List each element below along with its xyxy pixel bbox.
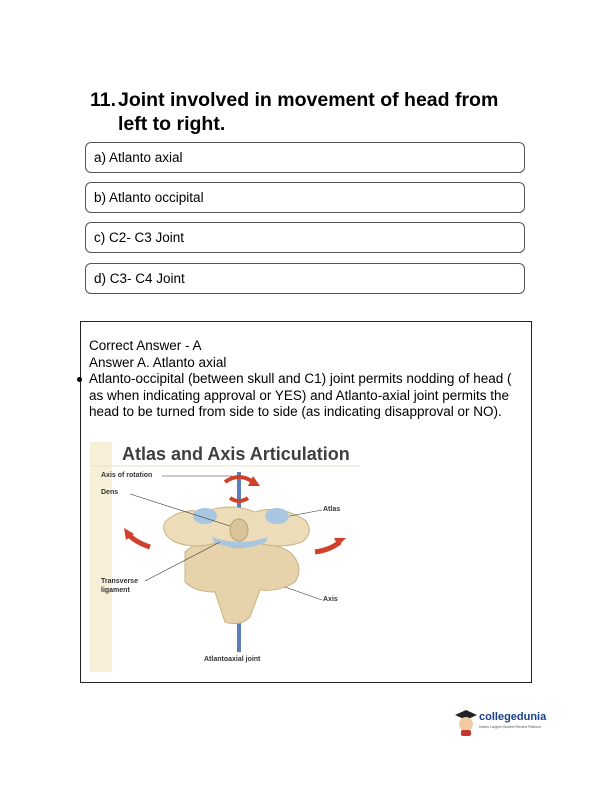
question-text-line2: left to right.: [118, 113, 226, 135]
label-ligament: ligament: [101, 587, 130, 594]
collegedunia-logo[interactable]: [455, 708, 555, 740]
explanation-item: [89, 371, 519, 421]
option-c-label: c) C2- C3 Joint: [94, 230, 185, 245]
leader-axis: [285, 587, 322, 600]
explanation-text: Atlanto-occipital (between skull and C1) joint permits nodding of head ( as when indicating approval or YES) and Atlanto-axial joint permits the head to be turned from side to side (as indicating disapproval or NO).: [89, 371, 512, 419]
label-atlas: Atlas: [323, 506, 341, 513]
answer-text: [89, 338, 519, 421]
atlas-axis-figure: [90, 442, 360, 672]
option-b-label: b) Atlanto occipital: [94, 190, 204, 205]
graduate-mascot-icon: [455, 710, 477, 736]
option-d[interactable]: [85, 263, 525, 294]
option-d-label: d) C3- C4 Joint: [94, 271, 185, 286]
label-axis-of-rotation: Axis of rotation: [101, 472, 153, 479]
label-transverse: Transverse: [101, 578, 138, 585]
left-facet: [193, 508, 217, 524]
logo-tagline: India's Largest Student Review Platform: [479, 725, 542, 729]
label-atlantoaxial-joint: Atlantoaxial joint: [204, 656, 261, 663]
option-a-label: a) Atlanto axial: [94, 150, 183, 165]
axis-vertebra: [185, 541, 299, 624]
answer-line: Answer A. Atlanto axial: [89, 354, 227, 370]
bullet-icon: [77, 377, 82, 382]
figure-title: Atlas and Axis Articulation: [122, 444, 350, 464]
question-heading: [90, 88, 530, 136]
label-dens: Dens: [101, 489, 119, 496]
label-axis: Axis: [323, 596, 338, 603]
option-c[interactable]: [85, 222, 525, 253]
question-number: 11.: [90, 89, 117, 111]
answer-box: [80, 321, 532, 683]
option-a[interactable]: [85, 142, 525, 173]
logo-name: collegedunia: [479, 711, 547, 723]
option-b[interactable]: [85, 182, 525, 213]
right-facet: [265, 508, 289, 524]
right-rotation-arrow: [315, 542, 340, 552]
dens: [230, 519, 248, 541]
leader-atlas: [290, 510, 322, 516]
correct-answer: Correct Answer - A: [89, 338, 202, 353]
question-text-line1: Joint involved in movement of head from: [118, 89, 499, 111]
